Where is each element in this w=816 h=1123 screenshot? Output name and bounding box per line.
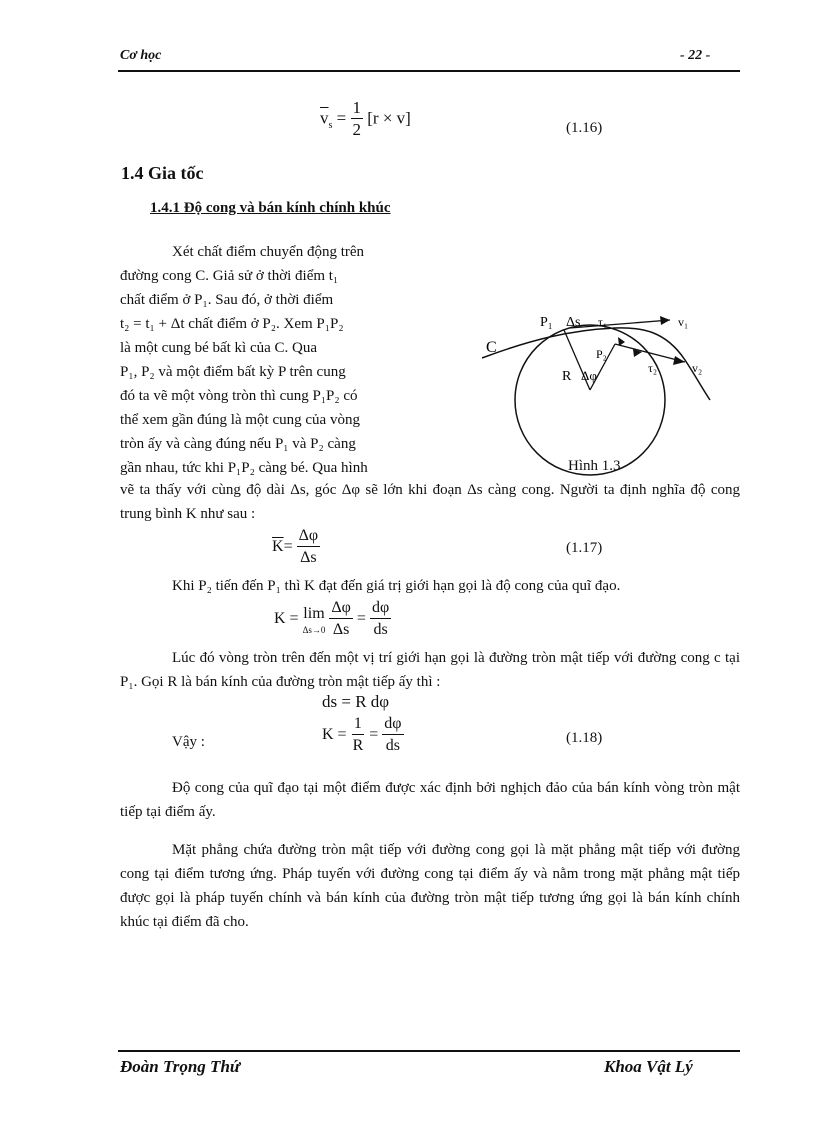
eq118-num2: dφ — [382, 714, 403, 735]
left-line: P₁, P₂ và một điểm bất kỳ P trên cung — [120, 364, 346, 380]
header-rule — [118, 70, 740, 72]
eqlim-lim-sub: Δs→0 — [302, 624, 326, 635]
left-line: đường cong C. Giả sử ở thời điểm t₁ — [120, 268, 339, 284]
header-left: Cơ học — [120, 48, 162, 63]
page-number: - 22 - — [680, 48, 711, 63]
eq118-lhs: K = — [322, 726, 347, 744]
eq118-frac1 — [351, 714, 366, 757]
eq118-equals: = — [369, 726, 379, 744]
eq117-equals: = — [283, 538, 293, 556]
footer-department: Khoa Vật Lý — [604, 1057, 693, 1076]
label-dphi: Δφ — [581, 368, 597, 383]
eq117-number: (1.17) — [566, 540, 603, 556]
label-c: C — [486, 339, 497, 356]
figure-caption: Hình 1.3 — [568, 458, 621, 474]
eq116-den: 2 — [352, 120, 361, 139]
equation-ds: ds = R dφ — [322, 692, 390, 711]
tangent-1 — [570, 320, 670, 328]
label-tau2: τ₂ — [648, 361, 658, 375]
eq118-num1: 1 — [352, 714, 364, 735]
left-line: chất điểm ở P₁. Sau đó, ở thời điểm — [120, 292, 334, 308]
left-column-text — [120, 240, 450, 480]
footer-author: Đoàn Trọng Thứ — [120, 1057, 241, 1076]
paragraph-limit: Khi P₂ tiến đến P₁ thì K đạt đến giá trị giới hạn gọi là độ cong của quĩ đạo. — [172, 578, 621, 594]
left-line: thể xem gần đúng là một cung của vòng — [120, 412, 360, 428]
label-ds: Δs — [566, 315, 581, 330]
left-line: là một cung bé bất kì của C. Qua — [120, 340, 318, 356]
eq116-lhs-sub: s — [328, 119, 333, 131]
eq118-number: (1.18) — [566, 730, 603, 746]
tau1-arrowhead — [618, 337, 625, 346]
label-p1: P₁ — [540, 315, 553, 330]
paragraph-curvature: vẽ ta thấy với cùng độ dài Δs, góc Δφ sẽ lớn khi đoạn Δs càng cong. Người ta định nghĩa độ cong trung bình K như sau : — [120, 482, 740, 522]
eqlim-lhs: K = — [274, 610, 299, 628]
left-line: tròn ấy và càng đúng nếu P₁ và P₂ càng — [120, 436, 356, 452]
section-title: 1.4 Gia tốc — [121, 163, 204, 183]
equation-1-16 — [320, 98, 411, 141]
eqlim-num2: dφ — [370, 598, 391, 619]
eqlim-frac1 — [329, 598, 353, 641]
eq118-den1: R — [352, 737, 364, 754]
label-tau1: τ₁ — [598, 315, 608, 329]
eq117-fraction — [297, 526, 321, 569]
equation-1-18 — [322, 714, 404, 757]
paragraph-plane: Mặt phẳng chứa đường tròn mật tiếp với đường cong gọi là mặt phẳng mật tiếp với đường cong tại điểm tương ứng. Pháp tuyến với đường cong tại điểm ấy và nằm trong mặt phẳng mật tiếp được gọi là pháp tuyến chính và bán kính của đường tròn mật tiếp tương ứng gọi là bán kính chính khúc tại điểm đã cho. — [120, 842, 740, 930]
equation-limit — [274, 598, 391, 641]
equation-1-17 — [272, 526, 320, 569]
label-v1: v₁ — [678, 315, 689, 329]
eqlim-lim — [303, 604, 326, 636]
eq116-number: (1.16) — [566, 120, 603, 136]
eq116-num: 1 — [352, 98, 361, 117]
osculating-circle — [515, 325, 665, 475]
label-p2: P₂ — [596, 347, 607, 361]
eq116-lhs: $\overline{v}$ — [320, 108, 329, 128]
paragraph-osculating: Lúc đó vòng tròn trên đến một vị trí giới hạn gọi là đường tròn mật tiếp với đường cong c tại P₁. Gọi R là bán kính của đường tròn mật tiếp ấy thì : — [120, 650, 740, 690]
label-v2: v₂ — [692, 361, 703, 375]
left-line: đó ta vẽ một vòng tròn thì cung P₁P₂ có — [120, 388, 358, 404]
eq116-fraction — [351, 98, 364, 141]
eqlim-equals: = — [356, 610, 366, 628]
eq117-den: Δs — [300, 549, 317, 566]
eq118-frac2 — [382, 714, 403, 757]
left-line: t₂ = t₁ + Δt chất điểm ở P₂. Xem P₁P₂ — [120, 316, 344, 332]
eqlim-frac2 — [370, 598, 391, 641]
left-line: Xét chất điểm chuyển động trên — [172, 244, 365, 260]
subsection-title: 1.4.1 Độ cong và bán kính chính khúc — [150, 200, 391, 216]
eq117-lhs: $\overline{K}$ — [272, 538, 284, 556]
eq116-bracket: [r × v] — [367, 108, 411, 128]
paragraph-definition: Độ cong của quĩ đạo tại một điểm được xác định bởi nghịch đảo của bán kính vòng tròn mật tiếp tại điểm ấy. — [120, 780, 740, 820]
eq118-den2: ds — [385, 737, 401, 754]
eqlim-den2: ds — [373, 621, 388, 638]
eq116-equals: = — [336, 108, 347, 128]
eq118-label: Vậy : — [172, 734, 205, 750]
label-r: R — [562, 369, 572, 384]
eqlim-den1: Δs — [332, 621, 350, 638]
eq117-num: Δφ — [297, 526, 321, 547]
left-line: gần nhau, tức khi P₁P₂ càng bé. Qua hình — [120, 460, 368, 476]
figure-1-3 — [470, 300, 730, 480]
v1-arrowhead — [660, 316, 670, 325]
eqlim-num1: Δφ — [329, 598, 353, 619]
eqlim-lim-text: lim — [303, 604, 325, 622]
footer-rule — [118, 1050, 740, 1052]
